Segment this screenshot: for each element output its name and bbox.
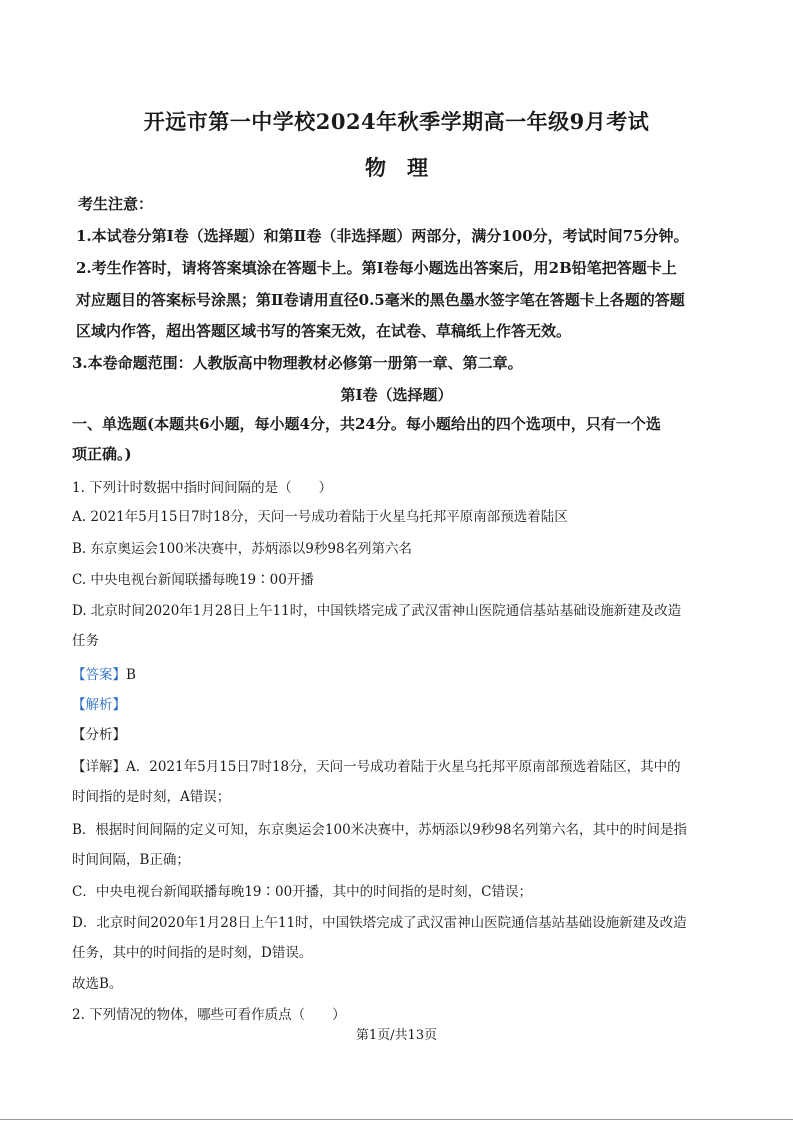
question-1-option-d-line-2: 任务 — [72, 633, 99, 649]
conclusion: 故选B。 — [72, 976, 123, 992]
notice-item-2-line-1: 2.考生作答时，请将答案填涂在答题卡上。第Ⅰ卷每小题选出答案后，用2B铅笔把答题卡上 — [76, 259, 677, 277]
bottom-divider — [0, 1119, 793, 1120]
exam-title: 开远市第一中学校2024年秋季学期高一年级9月考试 — [143, 109, 650, 134]
question-1-option-d-line-1: D. 北京时间2020年1月28日上午11时，中国铁塔完成了武汉雷神山医院通信基站基础设施新建及改造 — [72, 603, 682, 619]
notice-heading: 考生注意： — [78, 195, 154, 213]
question-1-option-a: A. 2021年5月15日7时18分，天问一号成功着陆于火星乌托邦平原南部预选着陆区 — [72, 509, 568, 525]
detail-line-3: B．根据时间间隔的定义可知，东京奥运会100米决赛中，苏炳添以9秒98名列第六名，其中的时间是指 — [72, 822, 687, 838]
question-2-stem: 2. 下列情况的物体，哪些可看作质点（ ） — [72, 1007, 346, 1023]
question-1-option-c: C. 中央电视台新闻联播每晚19∶00开播 — [72, 572, 314, 588]
question-1-stem: 1. 下列计时数据中指时间间隔的是（ ） — [72, 480, 333, 496]
notice-item-2-line-3: 区域内作答，超出答题区域书写的答案无效，在试卷、草稿纸上作答无效。 — [76, 322, 572, 340]
answer-value: B — [126, 667, 136, 683]
section-instruction-line-1: 一、单选题(本题共6小题，每小题4分，共24分。每小题给出的四个选项中，只有一个选 — [72, 415, 661, 433]
detail-line-5: C．中央电视台新闻联播每晚19∶00开播，其中的时间指的是时刻，C错误； — [72, 884, 533, 900]
notice-item-1: 1.本试卷分第Ⅰ卷（选择题）和第Ⅱ卷（非选择题）两部分，满分100分，考试时间75分钟。 — [76, 227, 689, 245]
detail-line-1: 【详解】A．2021年5月15日7时18分，天问一号成功着陆于火星乌托邦平原南部预选着陆区，其中的 — [72, 759, 681, 775]
detail-line-7: 任务，其中的时间指的是时刻，D错误。 — [72, 945, 313, 961]
fenxi-tag: 【分析】 — [72, 727, 126, 743]
question-1-option-b: B. 东京奥运会100米决赛中，苏炳添以9秒98名列第六名 — [72, 541, 413, 557]
detail-line-2: 时间指的是时刻，A错误； — [72, 789, 231, 805]
notice-item-3: 3.本卷命题范围：人教版高中物理教材必修第一册第一章、第二章。 — [72, 354, 523, 372]
section-title: 第Ⅰ卷（选择题） — [340, 386, 453, 404]
page-number: 第1页/共13页 — [355, 1028, 438, 1043]
notice-item-2-line-2: 对应题目的答案标号涂黑；第Ⅱ卷请用直径0.5毫米的黑色墨水签字笔在答题卡上各题的答题 — [76, 291, 685, 309]
subject-title: 物 理 — [365, 155, 428, 180]
answer-tag: 【答案】 — [72, 667, 126, 683]
detail-line-6: D．北京时间2020年1月28日上午11时，中国铁塔完成了武汉雷神山医院通信基站基础设施新建及改造 — [72, 915, 687, 931]
section-instruction-line-2: 项正确。) — [72, 445, 132, 463]
detail-line-4: 时间间隔，B正确； — [72, 852, 190, 868]
analysis-tag: 【解析】 — [72, 697, 126, 713]
answer-row — [72, 663, 136, 683]
